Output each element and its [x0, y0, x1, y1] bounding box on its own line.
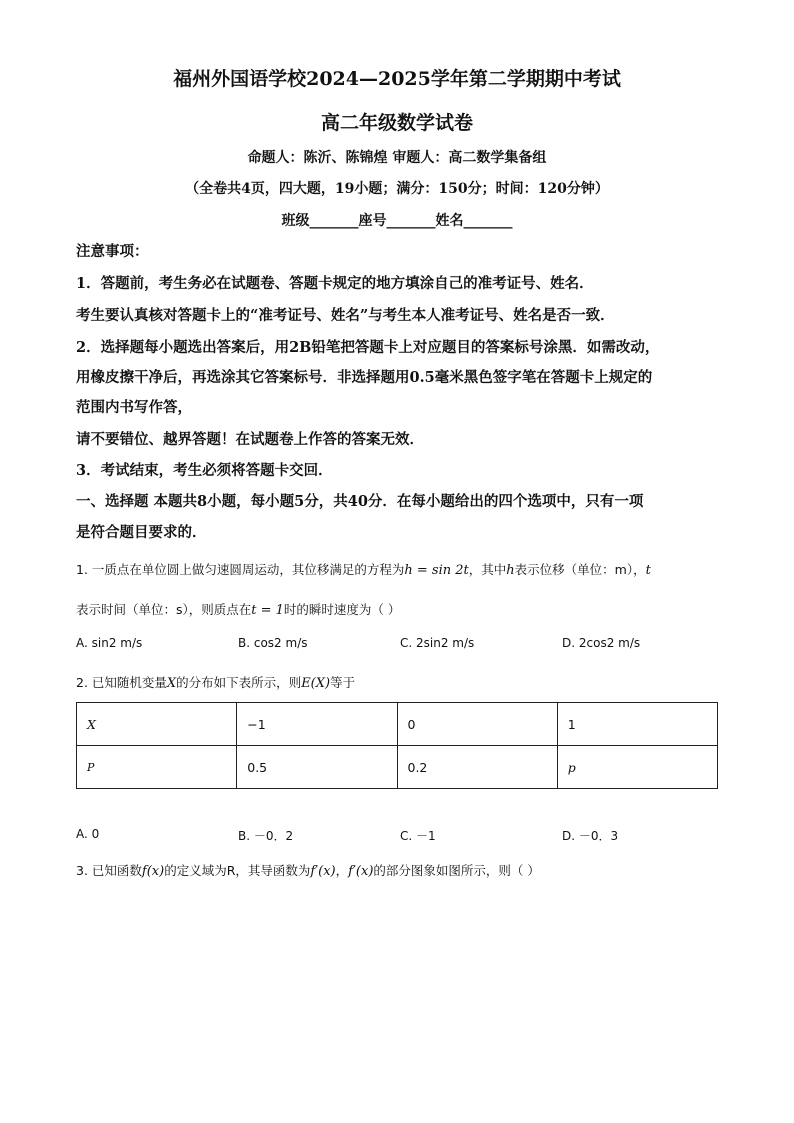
- q1-var-h: h: [506, 563, 515, 578]
- note-1a: 1．答题前，考生务必在试题卷、答题卡规定的地方填涂自己的准考证号、姓名．: [76, 275, 594, 292]
- q2-option-a: A. 0: [76, 827, 100, 841]
- note-2b: 用橡皮擦干净后，再选涂其它答案标号．非选择题用0.5毫米黑色签字笔在答题卡上规定的: [76, 369, 653, 386]
- q1-text-b: ，其中: [468, 562, 507, 577]
- q1-text-c: 表示位移（单位：m），: [514, 562, 646, 577]
- q2-line1: [76, 673, 736, 691]
- table-cell: 0.5: [237, 746, 397, 789]
- exam-subtitle: 高二年级数学试卷: [320, 112, 473, 134]
- q2-text-a: 2. 已知随机变量: [76, 675, 167, 690]
- notes-heading: 注意事项：: [76, 243, 149, 260]
- q1-var-t: t: [645, 563, 651, 578]
- q1-line1: [76, 560, 736, 578]
- table-cell: 0.2: [397, 746, 557, 789]
- student-fields: 班级_______座号_______姓名_______: [281, 213, 513, 229]
- q2-formula: E(X): [301, 676, 331, 691]
- q3-f3: f′(x): [348, 864, 374, 879]
- note-2a: 2．选择题每小题选出答案后，用2B铅笔把答题卡上对应题目的答案标号涂黑．如需改动，: [76, 339, 660, 356]
- table-cell: X: [77, 703, 237, 746]
- q1-text-d: 表示时间（单位：s），则质点在: [76, 602, 252, 617]
- q3-line1: [76, 861, 736, 879]
- exam-title: 福州外国语学校2024—2025学年第二学期期中考试: [173, 68, 621, 90]
- q2-var-x: X: [166, 676, 177, 691]
- q3-text-a: 3. 已知函数: [76, 863, 142, 878]
- distribution-table: [76, 702, 718, 789]
- q1-text-e: 时的瞬时速度为（ ）: [283, 602, 401, 617]
- q2-text-c: 等于: [330, 675, 356, 690]
- q1-option-b: B. cos2 m/s: [238, 636, 308, 650]
- section1-line1: 一、选择题 本题共8小题，每小题5分，共40分．在每小题给出的四个选项中，只有一项: [76, 493, 644, 510]
- q3-text-b: 的定义域为R，其导函数为: [164, 863, 311, 878]
- q2-option-b: B. －0．2: [238, 829, 294, 843]
- note-1b: 考生要认真核对答题卡上的“准考证号、姓名”与考生本人准考证号、姓名是否一致．: [76, 307, 615, 324]
- q1-option-a: A. sin2 m/s: [76, 636, 143, 650]
- note-2c: 范围内书写作答，: [76, 399, 192, 416]
- table-cell: 1: [557, 703, 717, 746]
- q1-line2: [76, 600, 736, 618]
- q3-text-d: 的部分图象如图所示，则（ ）: [373, 863, 540, 878]
- q2-option-c: C. －1: [400, 829, 436, 843]
- q2-option-d: D. －0．3: [562, 829, 619, 843]
- q1-option-d: D. 2cos2 m/s: [562, 636, 641, 650]
- q1-formula2: t = 1: [251, 603, 284, 618]
- q1-formula: h = sin 2t: [404, 563, 469, 578]
- table-cell: P: [77, 746, 237, 789]
- table-row: [77, 746, 718, 789]
- q3-text-c: ，: [335, 863, 349, 878]
- table-cell: −1: [237, 703, 397, 746]
- note-2d: 请不要错位、越界答题！在试题卷上作答的答案无效．: [76, 431, 424, 448]
- table-row: [77, 703, 718, 746]
- table-cell: p: [557, 746, 717, 789]
- q3-f2: f′(x): [310, 864, 336, 879]
- authors-line: 命题人：陈沂、陈锦煌 审题人：高二数学集备组: [247, 150, 547, 166]
- q1-text-a: 1. 一质点在单位圆上做匀速圆周运动，其位移满足的方程为: [76, 562, 405, 577]
- q1-option-c: C. 2sin2 m/s: [400, 636, 475, 650]
- section1-line2: 是符合题目要求的．: [76, 524, 207, 541]
- exam-info: （全卷共4页，四大题，19小题；满分：150分；时间：120分钟）: [185, 181, 609, 197]
- note-3: 3．考试结束，考生必须将答题卡交回．: [76, 462, 333, 479]
- q2-text-b: 的分布如下表所示，则: [176, 675, 302, 690]
- table-cell: 0: [397, 703, 557, 746]
- q3-f1: f(x): [141, 864, 165, 879]
